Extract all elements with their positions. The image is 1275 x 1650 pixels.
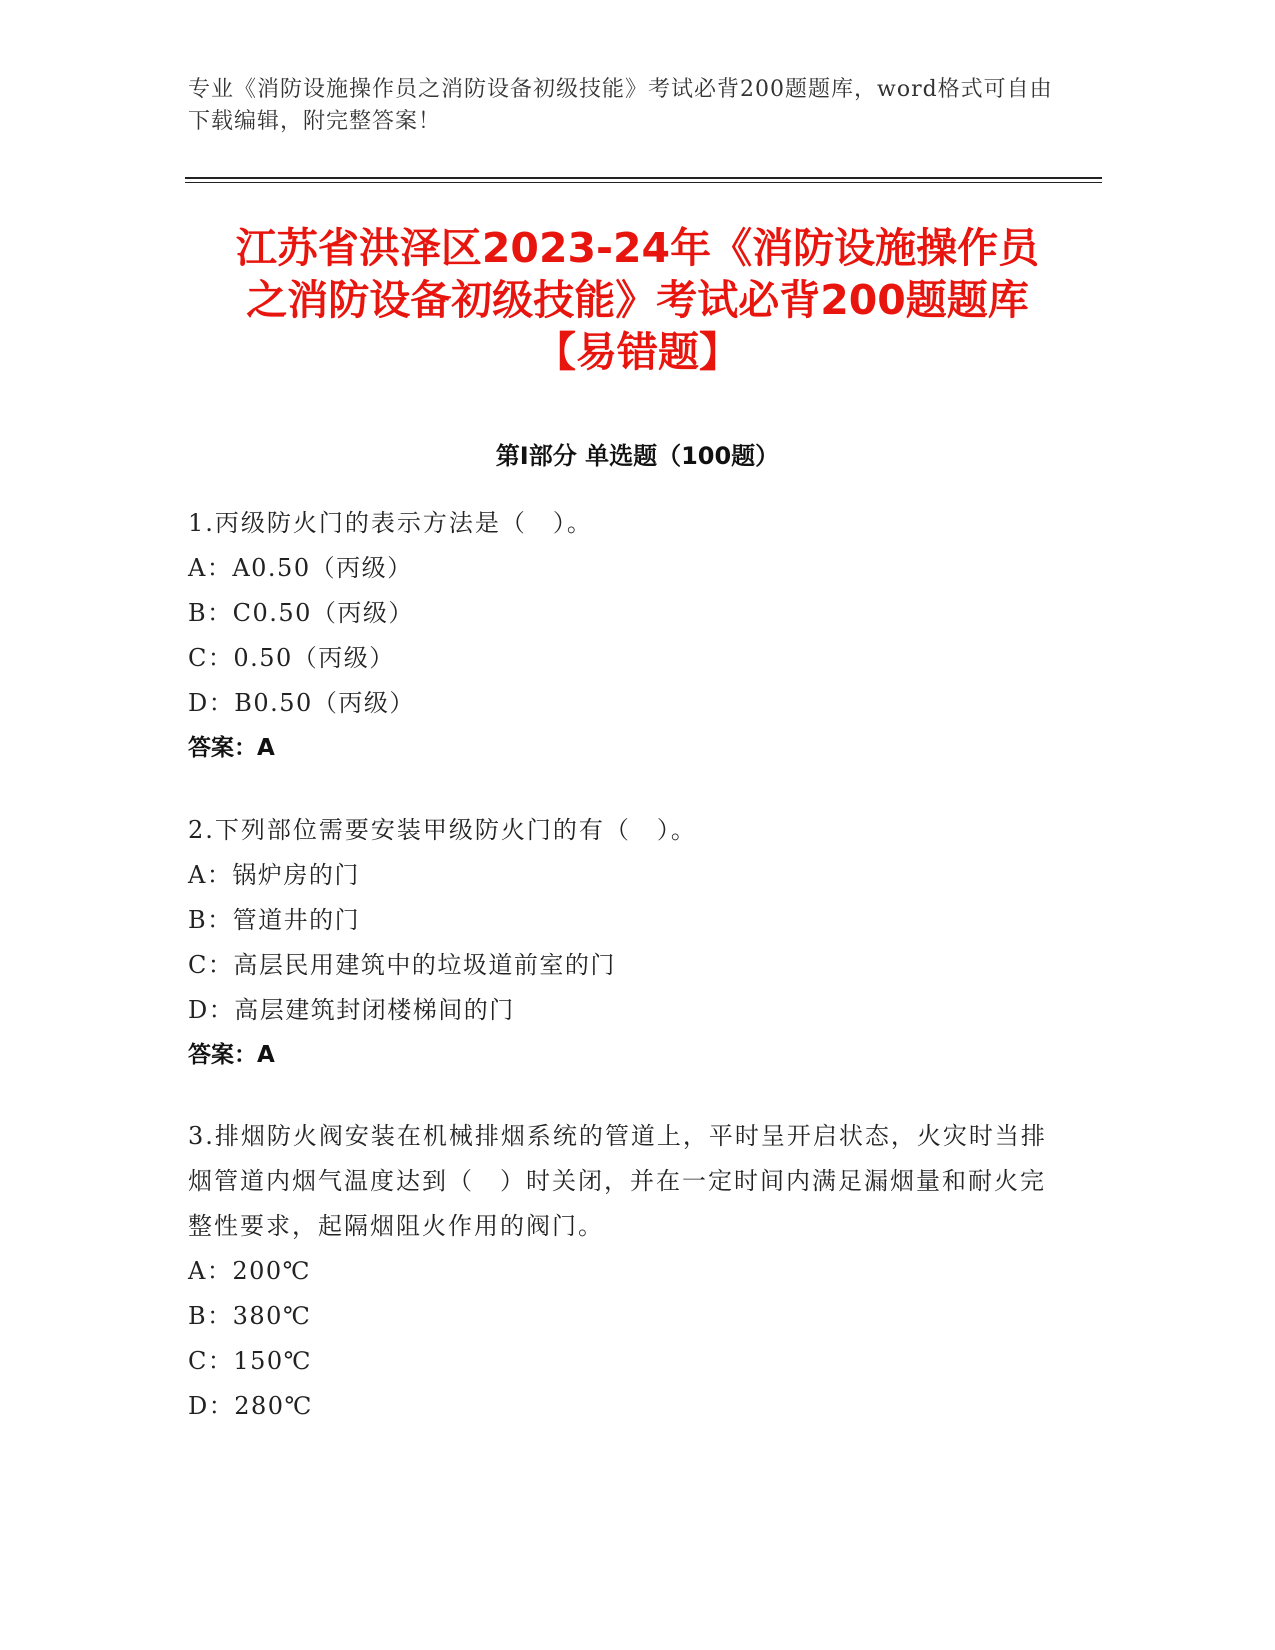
question-stem: 2.下列部位需要安装甲级防火门的有（ ）。: [188, 816, 697, 844]
option-d: D：B0.50（丙级）: [188, 689, 415, 717]
title-line-2: 之消防设备初级技能》考试必背200题题库: [246, 276, 1029, 324]
header-note: 专业《消防设施操作员之消防设备初级技能》考试必背200题题库，word格式可自由下载编辑，附完整答案！: [188, 77, 1053, 134]
option-d: D：280℃: [188, 1392, 313, 1420]
answer: 答案：A: [188, 735, 275, 761]
question-1: [188, 501, 1068, 771]
option-c: C：0.50（丙级）: [188, 644, 395, 672]
option-b: B：管道井的门: [188, 906, 361, 934]
document-title: [150, 222, 1125, 378]
header-divider-thin: [185, 182, 1102, 183]
section-heading: 第Ⅰ部分 单选题（100题）: [495, 442, 780, 470]
option-c: C：150℃: [188, 1347, 313, 1375]
question-stem: 1.丙级防火门的表示方法是（ ）。: [188, 509, 593, 537]
header-divider-thick: [185, 177, 1102, 179]
option-a: A：A0.50（丙级）: [188, 554, 413, 582]
option-a: A：锅炉房的门: [188, 861, 360, 889]
question-2: [188, 808, 1068, 1078]
option-b: B：C0.50（丙级）: [188, 599, 414, 627]
title-line-1: 江苏省洪泽区2023-24年《消防设施操作员: [235, 224, 1040, 272]
title-line-3: 【易错题】: [535, 328, 740, 376]
question-3: [188, 1114, 1068, 1429]
answer: 答案：A: [188, 1042, 275, 1068]
option-d: D：高层建筑封闭楼梯间的门: [188, 996, 515, 1024]
option-c: C：高层民用建筑中的垃圾道前室的门: [188, 951, 616, 979]
option-b: B：380℃: [188, 1302, 312, 1330]
option-a: A：200℃: [188, 1257, 311, 1285]
question-stem: 3.排烟防火阀安装在机械排烟系统的管道上，平时呈开启状态，火灾时当排烟管道内烟气温度达到（ ）时关闭，并在一定时间内满足漏烟量和耐火完整性要求，起隔烟阻火作用的阀门。: [188, 1122, 1047, 1240]
